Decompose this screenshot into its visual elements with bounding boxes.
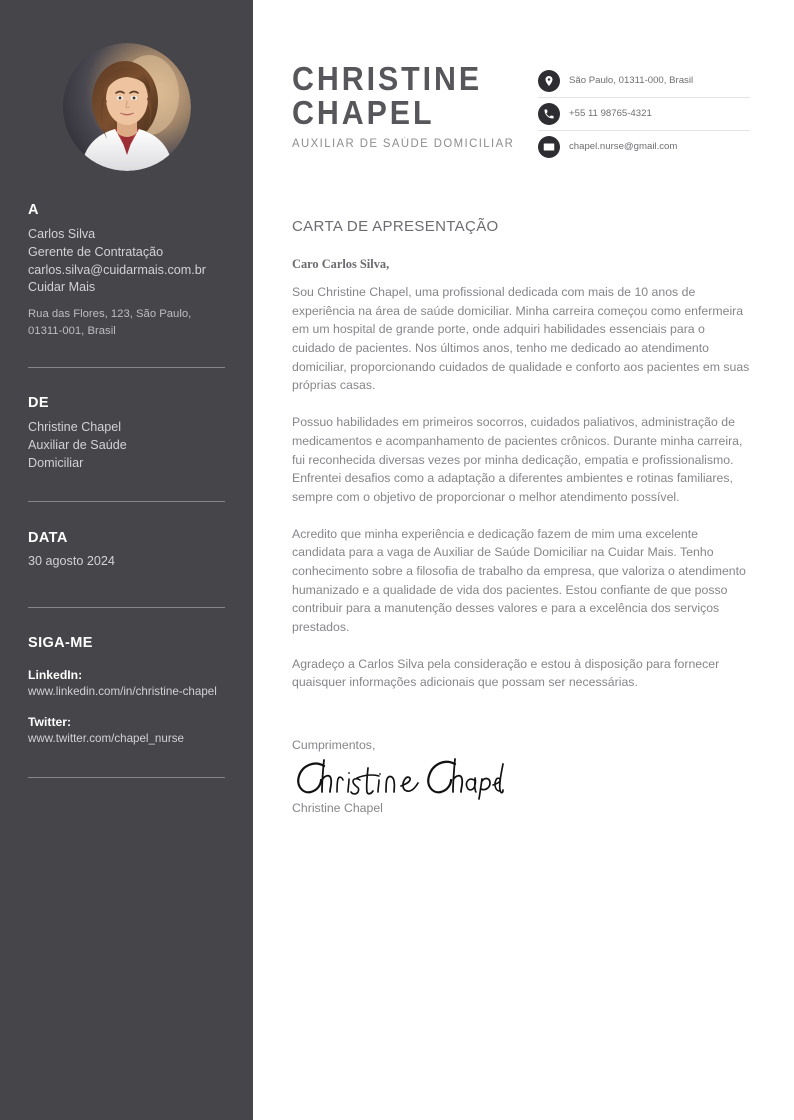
contact-email[interactable] [538, 131, 750, 163]
divider-after-sender [28, 501, 225, 502]
signature-image [294, 754, 750, 800]
contact-location[interactable] [538, 65, 750, 98]
job-role: AUXILIAR DE SAÚDE DOMICILIAR [292, 136, 515, 150]
email-value: chapel.nurse@gmail.com [569, 140, 678, 152]
recipient-block [28, 201, 225, 339]
letter-header [292, 0, 750, 163]
twitter-url[interactable]: www.twitter.com/chapel_nurse [28, 731, 184, 745]
phone-icon [538, 103, 560, 125]
location-value: São Paulo, 01311-000, Brasil [569, 74, 694, 86]
sender-title: Auxiliar de Saúde Domiciliar [28, 437, 127, 470]
contact-phone[interactable] [538, 98, 750, 131]
divider-after-date [28, 607, 225, 608]
recipient-name: Carlos Silva [28, 226, 96, 241]
recipient-heading: A [28, 202, 39, 218]
contact-list [538, 65, 750, 163]
divider-after-social [28, 777, 225, 778]
avatar [28, 43, 225, 171]
letter-body [253, 0, 794, 1120]
phone-value: +55 11 98765-4321 [569, 107, 652, 119]
signature-name: Christine Chapel [292, 801, 383, 816]
closing-line: Cumprimentos, [292, 738, 376, 753]
social-item-twitter[interactable] [28, 714, 225, 748]
sender-block [28, 394, 225, 472]
paragraph-2: Possuo habilidades em primeiros socorros, cuidados paliativos, administração de medicamentos e acompanhamento de pacientes crônicos. Durante minha carreira, fui reconhecida diversas vezes por minha dedicação, empatia e profissionalismo. Enfrentei desafios como a adaptação a diferentes ambientes e rotinas familiares, sempre com o objetivo de proporcionar o melhor atendimento possível. [292, 415, 743, 504]
profile-photo [63, 43, 191, 171]
date-block [28, 529, 225, 572]
location-pin-icon [538, 70, 560, 92]
social-heading: SIGA-ME [28, 635, 93, 652]
date-value: 30 agosto 2024 [28, 554, 115, 569]
paragraph-4: Agradeço a Carlos Silva pela consideração e estou à disposição para fornecer quaisquer informações adicionais que possam ser necessárias. [292, 656, 720, 690]
section-title: CARTA DE APRESENTAÇÃO [292, 218, 499, 235]
sender-name: Christine Chapel [28, 419, 122, 434]
last-name: CHAPEL [292, 93, 435, 131]
sender-heading: DE [28, 395, 49, 412]
social-item-linkedin[interactable] [28, 667, 225, 701]
linkedin-label: LinkedIn: [28, 668, 83, 683]
divider-after-recipient [28, 367, 225, 368]
salutation: Caro Carlos Silva, [292, 257, 390, 271]
paragraph-3: Acredito que minha experiência e dedicação fazem de mim uma excelente candidata para a vaga de Auxiliar de Saúde Domiciliar na Cuidar Mais. Tenho conhecimento sobre a filosofia de trabalho da empresa, que valoriza o atendimento humanizado e a qualidade de vida dos pacientes. Estou confiante de que posso contribuir para a manutenção desses valores e para a excelência dos serviços prestados. [292, 526, 746, 634]
envelope-icon [538, 136, 560, 158]
first-name: CHRISTINE [292, 60, 483, 97]
identity-block [292, 62, 519, 150]
recipient-email[interactable]: carlos.silva@cuidarmais.com.br [28, 262, 206, 277]
sidebar [0, 0, 253, 1120]
recipient-address: Rua das Flores, 123, São Paulo, 01311-001, Brasil [28, 308, 192, 337]
date-heading: DATA [28, 529, 68, 546]
twitter-label: Twitter: [28, 714, 72, 729]
recipient-company: Cuidar Mais [28, 280, 96, 295]
social-block [28, 634, 225, 747]
linkedin-url[interactable]: www.linkedin.com/in/christine-chapel [28, 685, 217, 699]
recipient-title: Gerente de Contratação [28, 244, 164, 259]
paragraph-1: Sou Christine Chapel, uma profissional dedicada com mais de 10 anos de experiência na área de saúde domiciliar. Minha carreira começou como enfermeira em um hospital de grande porte, onde adquiri habilidades essenciais para o cuidado de pacientes. Nos últimos anos, tenho me dedicado ao atendimento domiciliar, proporcionando cuidados de qualidade e conforto aos pacientes em suas próprias casas. [292, 285, 750, 393]
